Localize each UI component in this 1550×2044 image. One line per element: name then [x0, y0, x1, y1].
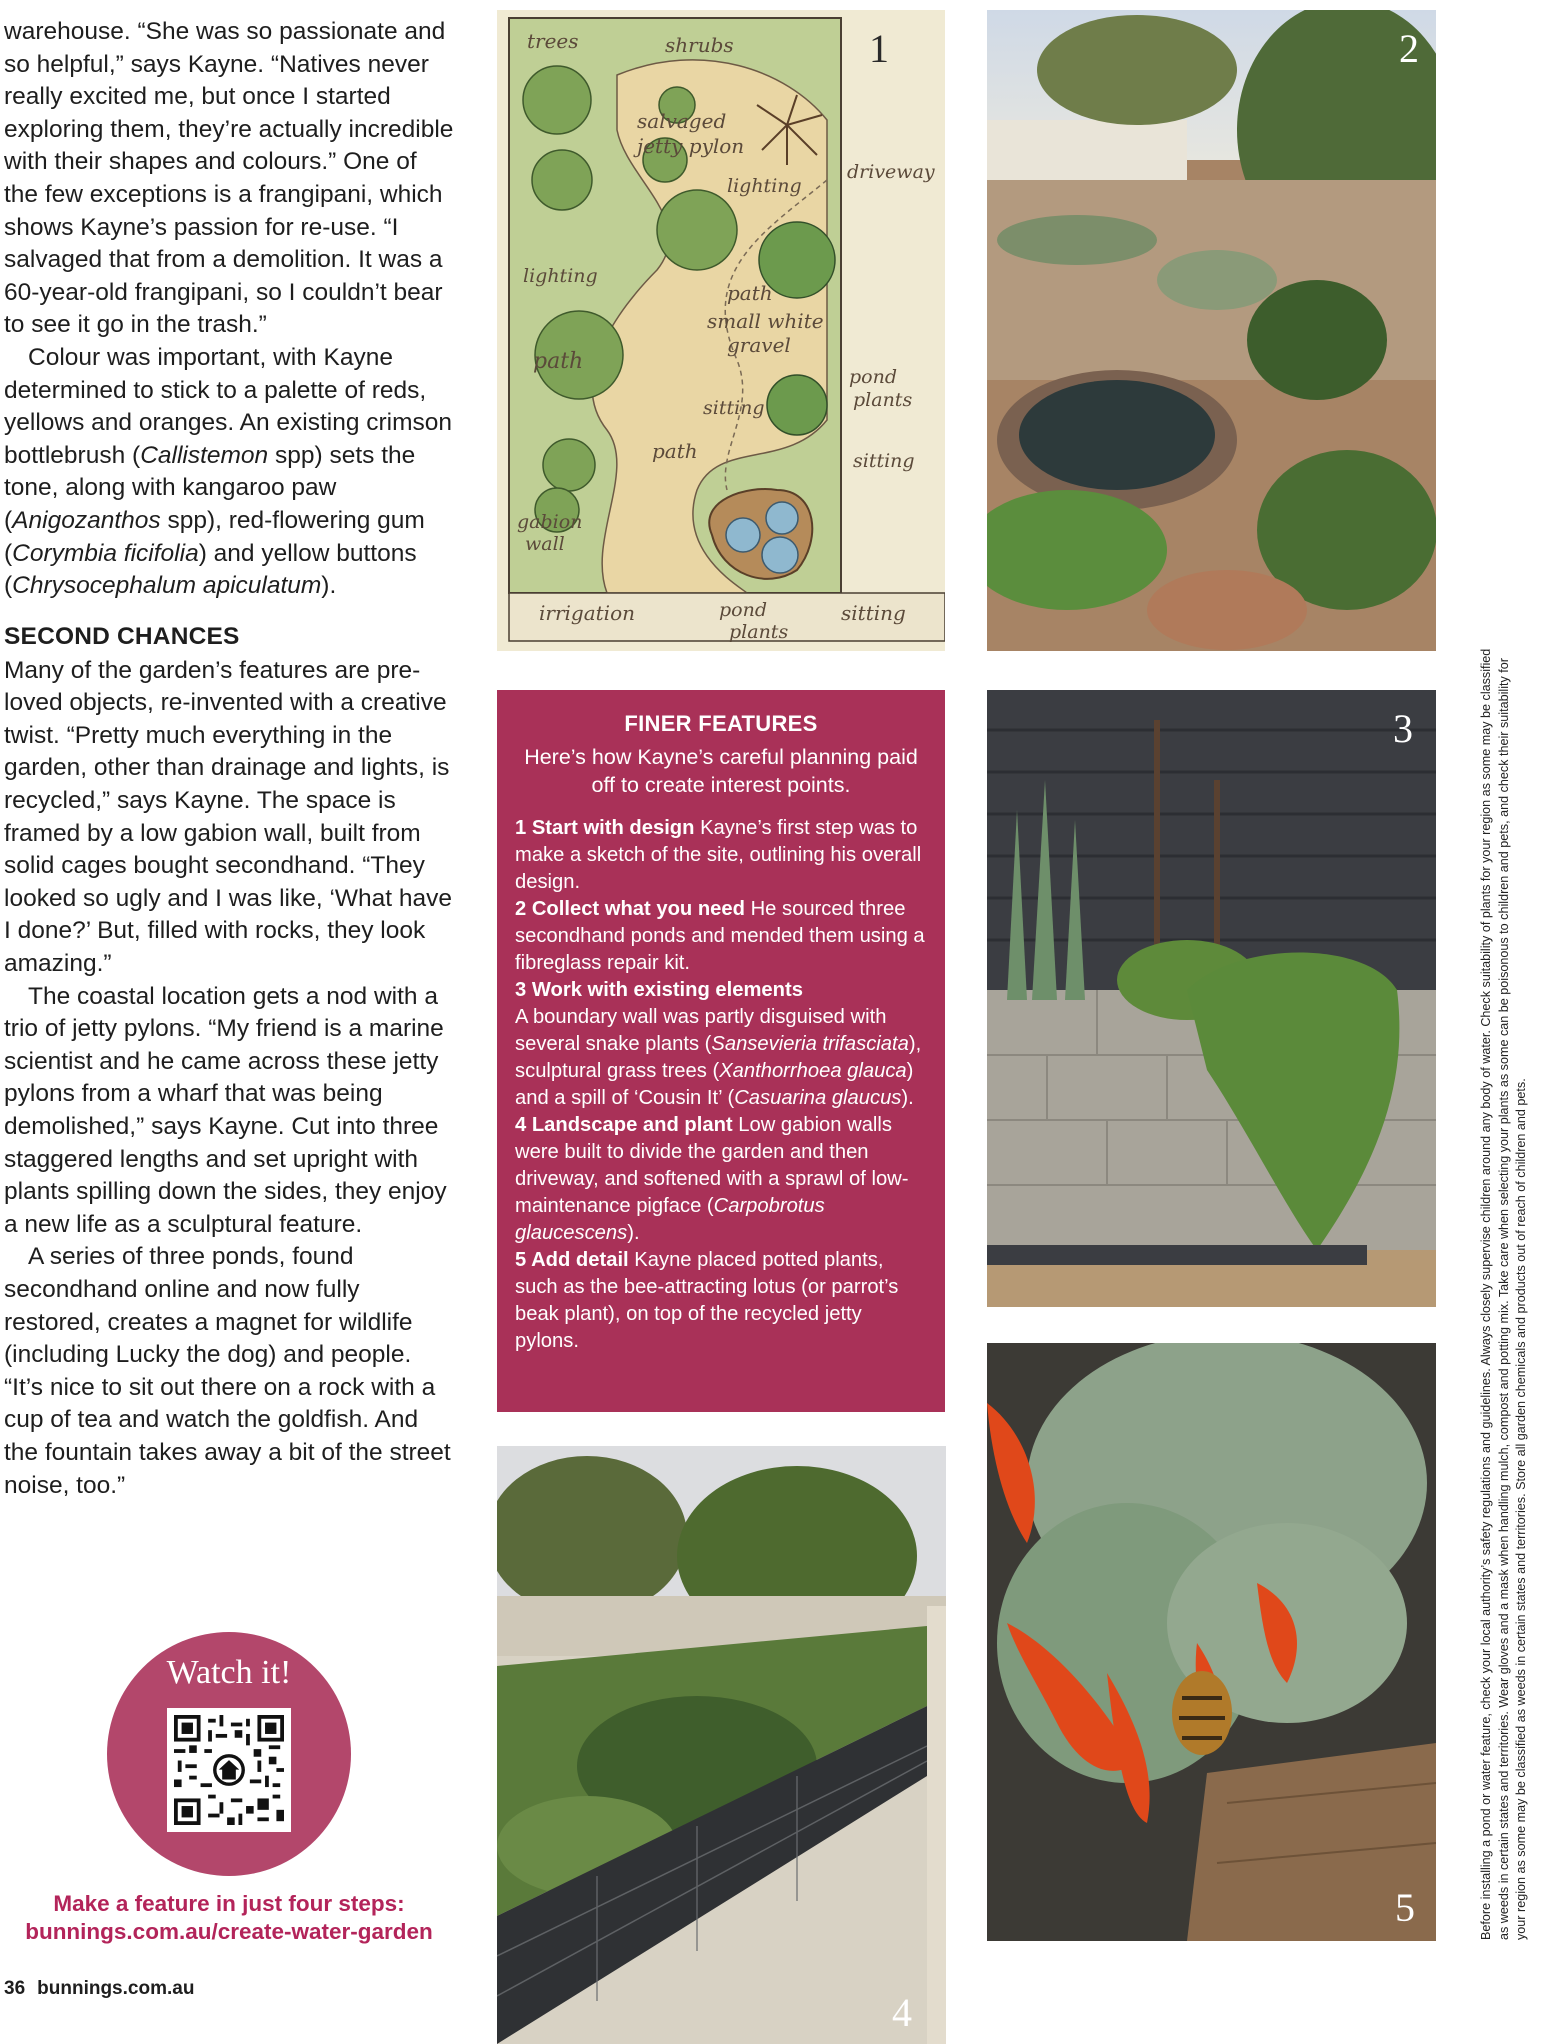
sketch-label: wall [525, 533, 565, 555]
sketch-label: jetty pylon [637, 134, 745, 158]
sketch-label: sitting [853, 450, 915, 472]
watch-caption-line: Make a feature in just four steps: [53, 1891, 405, 1916]
gabion-bed-illustration [497, 1446, 946, 2044]
sketch-label: driveway [847, 161, 935, 183]
photo-number: 1 [869, 26, 889, 71]
photo-number: 3 [1393, 706, 1413, 751]
page-number: 36 [4, 1978, 26, 1999]
sketch-label: sitting [703, 397, 765, 419]
finer-features-content [515, 710, 927, 1355]
gabion-bed-photo [497, 1446, 946, 2044]
article-paragraph: The coastal location gets a nod with a trio of jetty pylons. “My friend is a marine scientist and he came across these jetty pylons from a wharf that was being demolished,” says Kayne. Cut into three staggered lengths and set upright with plants spilling down the sides, they enjoy a new life as a sculptural feature. [4, 982, 447, 1238]
photo-number: 2 [1399, 26, 1419, 71]
watch-it-title: Watch it! [166, 1654, 292, 1691]
garden-sketch-drawing [497, 10, 945, 651]
article-paragraph: A series of three ponds, found secondhand online and now fully restored, creates a magnet for wildlife (including Lucky the dog) and people. “It’s nice to sit out there on a rock with a cup of tea and watch the goldfish. And the fountain takes away a bit of the street noise, too.” [4, 1243, 451, 1499]
photo-number: 4 [892, 1990, 912, 2035]
footer-site[interactable]: bunnings.com.au [37, 1978, 195, 1999]
sketch-label: path [727, 281, 773, 305]
pond-garden-illustration [987, 10, 1436, 651]
feature-item: 3 Work with existing elements A boundary wall was partly disguised with several snake plants (Sansevieria trifasciata), sculptural grass trees (Xanthorrhoea glauca) and a spill of ‘Cousin It’ (Casuarina glaucus). [515, 979, 922, 1109]
sketch-label: plants [853, 389, 913, 411]
sketch-label: salvaged [637, 109, 727, 133]
watch-it-badge[interactable] [107, 1632, 351, 1876]
sketch-label: path [533, 349, 584, 374]
sketch-label: shrubs [665, 33, 734, 57]
sketch-label: pond [849, 366, 898, 388]
lotus-bee-photo [987, 1343, 1436, 1941]
qr-code[interactable] [167, 1708, 291, 1832]
sketch-label: path [652, 439, 698, 463]
sketch-label: plants [729, 621, 789, 643]
sketch-label: pond [719, 599, 768, 621]
watch-it-caption [4, 1890, 454, 1946]
page-footer [4, 1978, 194, 2000]
section-heading: SECOND CHANCES [4, 622, 240, 650]
boundary-wall-photo [987, 690, 1436, 1307]
watch-link[interactable]: bunnings.com.au/create-water-garden [25, 1919, 433, 1944]
feature-item: 4 Landscape and plant Low gabion walls were built to divide the garden and then driveway, and softened with a sprawl of low-maintenance pigface (Carpobrotus glaucescens). [515, 1114, 909, 1244]
feature-item: 2 Collect what you need He sourced three secondhand ponds and mended them using a fibreglass repair kit. [515, 898, 925, 974]
sketch-label: irrigation [539, 601, 635, 625]
article-paragraph: warehouse. “She was so passionate and so helpful,” says Kayne. “Natives never really excited me, but once I started exploring them, they’re actually incredible with their shapes and colours.” One of the few exceptions is a frangipani, which shows Kayne’s passion for re-use. “I salvaged that from a demolition. It was a 60-year-old frangipani, so I couldn’t bear to see it go in the trash.” [4, 18, 454, 339]
article-text-column [4, 16, 454, 1502]
article-paragraph: Many of the garden’s features are pre-loved objects, re-invented with a creative twist. “Pretty much everything in the garden, other than drainage and lights, is recycled,” says Kayne. The space is framed by a low gabion wall, built from solid cages bought secondhand. “They looked so ugly and I was like, ‘What have I done?’ But, filled with rocks, they look amazing.” [4, 656, 453, 978]
sketch-label: gabion [517, 511, 583, 533]
feature-item: 5 Add detail Kayne placed potted plants, such as the bee-attracting lotus (or parrot’s beak plant), on top of the recycled jetty pylons. [515, 1249, 899, 1352]
sketch-label: lighting [523, 265, 598, 287]
lotus-bee-illustration [987, 1343, 1436, 1941]
finer-features-title: FINER FEATURES [624, 711, 818, 736]
garden-sketch-image [497, 10, 945, 651]
article-paragraph-colour: Colour was important, with Kayne determined to stick to a palette of reds, yellows and oranges. An existing crimson bottlebrush (Callistemon spp) sets the tone, along with kangaroo paw (Anigozanthos spp), red-flowering gum (Corymbia ficifolia) and yellow buttons (Chrysocephalum apiculatum). [4, 343, 453, 600]
sketch-label: trees [527, 29, 579, 53]
qr-code-icon [174, 1715, 284, 1825]
photo-number: 5 [1395, 1885, 1415, 1930]
sketch-label: lighting [727, 175, 802, 197]
feature-item: 1 Start with design Kayne’s first step was to make a sketch of the site, outlining his overall design. [515, 817, 922, 893]
sketch-label: sitting [841, 601, 906, 625]
finer-features-intro: Here’s how Kayne’s careful planning paid off to create interest points. [524, 745, 918, 797]
boundary-wall-illustration [987, 690, 1436, 1307]
safety-disclaimer: Before installing a pond or water feature, check your local authority’s safety regulations and guidelines. Always closely supervise children around any body of water. Check suitability of plants for your region as some may be classified as weeds in certain states and territories. Wear gloves and a mask when handling mulch, compost and potting mix. Take care when selecting your plants as some can be poisonous to children and pets, and check their suitability for your region as some may be classified as weeds in certain states and territories. Store all garden chemicals and products out of reach of children and pets. [1479, 648, 1528, 1940]
sketch-label: small white [707, 309, 824, 333]
finer-features-box [497, 690, 945, 1412]
pond-garden-photo [987, 10, 1436, 651]
sketch-label: gravel [727, 333, 791, 357]
